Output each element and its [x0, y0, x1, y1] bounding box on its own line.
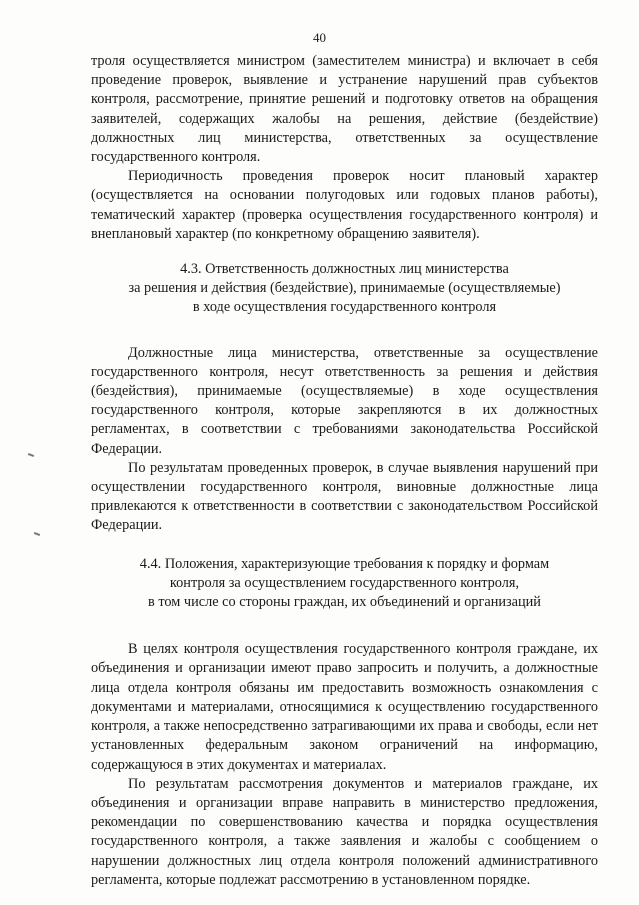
- paragraph: Периодичность проведения проверок носит плановый характер (осуществляется на основании полугодовых или годовых планов работы), тематический характер (проверка осуществления государственного контроля) и внеплановый характер (по конкретному обращению заявителя).: [91, 168, 598, 242]
- heading-line: за решения и действия (бездействие), принимаемые (осуществляемые): [128, 280, 561, 297]
- page-number: 40: [313, 30, 326, 45]
- heading-line: в том числе со стороны граждан, их объединений и организаций: [148, 594, 541, 611]
- heading-line: контроля за осуществлением государственного контроля,: [169, 574, 520, 591]
- paragraph: троля осуществляется министром (заместителем министра) и включает в себя проведение проверок, выявление и устранение нарушений прав субъектов контроля, рассмотрение, принятие решений и подготовку ответов на обращения заявителей, содержащих жалобы на решения, действие (бездействие) должностных лиц министерства, ответственных за осуществление государственного контроля.: [91, 53, 598, 166]
- scan-mark: [34, 532, 40, 536]
- heading-line: 4.4. Положения, характеризующие требования к порядку и формам: [139, 555, 550, 572]
- section-heading-4-3: [91, 260, 598, 318]
- heading-line: в ходе осуществления государственного контроля: [192, 299, 497, 316]
- paragraph: В целях контроля осуществления государственного контроля граждане, их объединения и организации имеют право запросить и получить, а должностные лица отдела контроля обязаны им предоставить возможность ознакомления с документами и материалами, относящимися к осуществлению государственного контроля, а также непосредственно затрагивающими их права и свободы, если нет установленных федеральным законом ограничений на информацию, содержащуюся в этих документах и материалах.: [91, 641, 598, 773]
- document-body: [91, 52, 598, 890]
- paragraph: По результатам проведенных проверок, в случае выявления нарушений при осуществлении государственного контроля, виновные должностные лица привлекаются к ответственности в соответствии с законодательством Российской Федерации.: [91, 459, 598, 534]
- paragraph: Должностные лица министерства, ответственные за осуществление государственного контроля, несут ответственность за решения и действия (бездействия), принимаемые (осуществляемые) в ходе осуществления государственного контроля, которые закрепляются в их должностных регламентах, в соответствии с требованиями законодательства Российской Федерации.: [91, 344, 598, 457]
- scan-mark: [28, 453, 34, 457]
- section-heading-4-4: [91, 555, 598, 613]
- paragraph: По результатам рассмотрения документов и материалов граждане, их объединения и организации вправе направить в министерство предложения, рекомендации по совершенствованию качества и порядка осуществления государственного контроля, а также заявления и жалобы с сообщением о нарушении должностных лиц отдела контроля положений административного регламента, которые подлежат рассмотрению в установленном порядке.: [91, 775, 598, 888]
- heading-line: 4.3. Ответственность должностных лиц министерства: [180, 261, 509, 278]
